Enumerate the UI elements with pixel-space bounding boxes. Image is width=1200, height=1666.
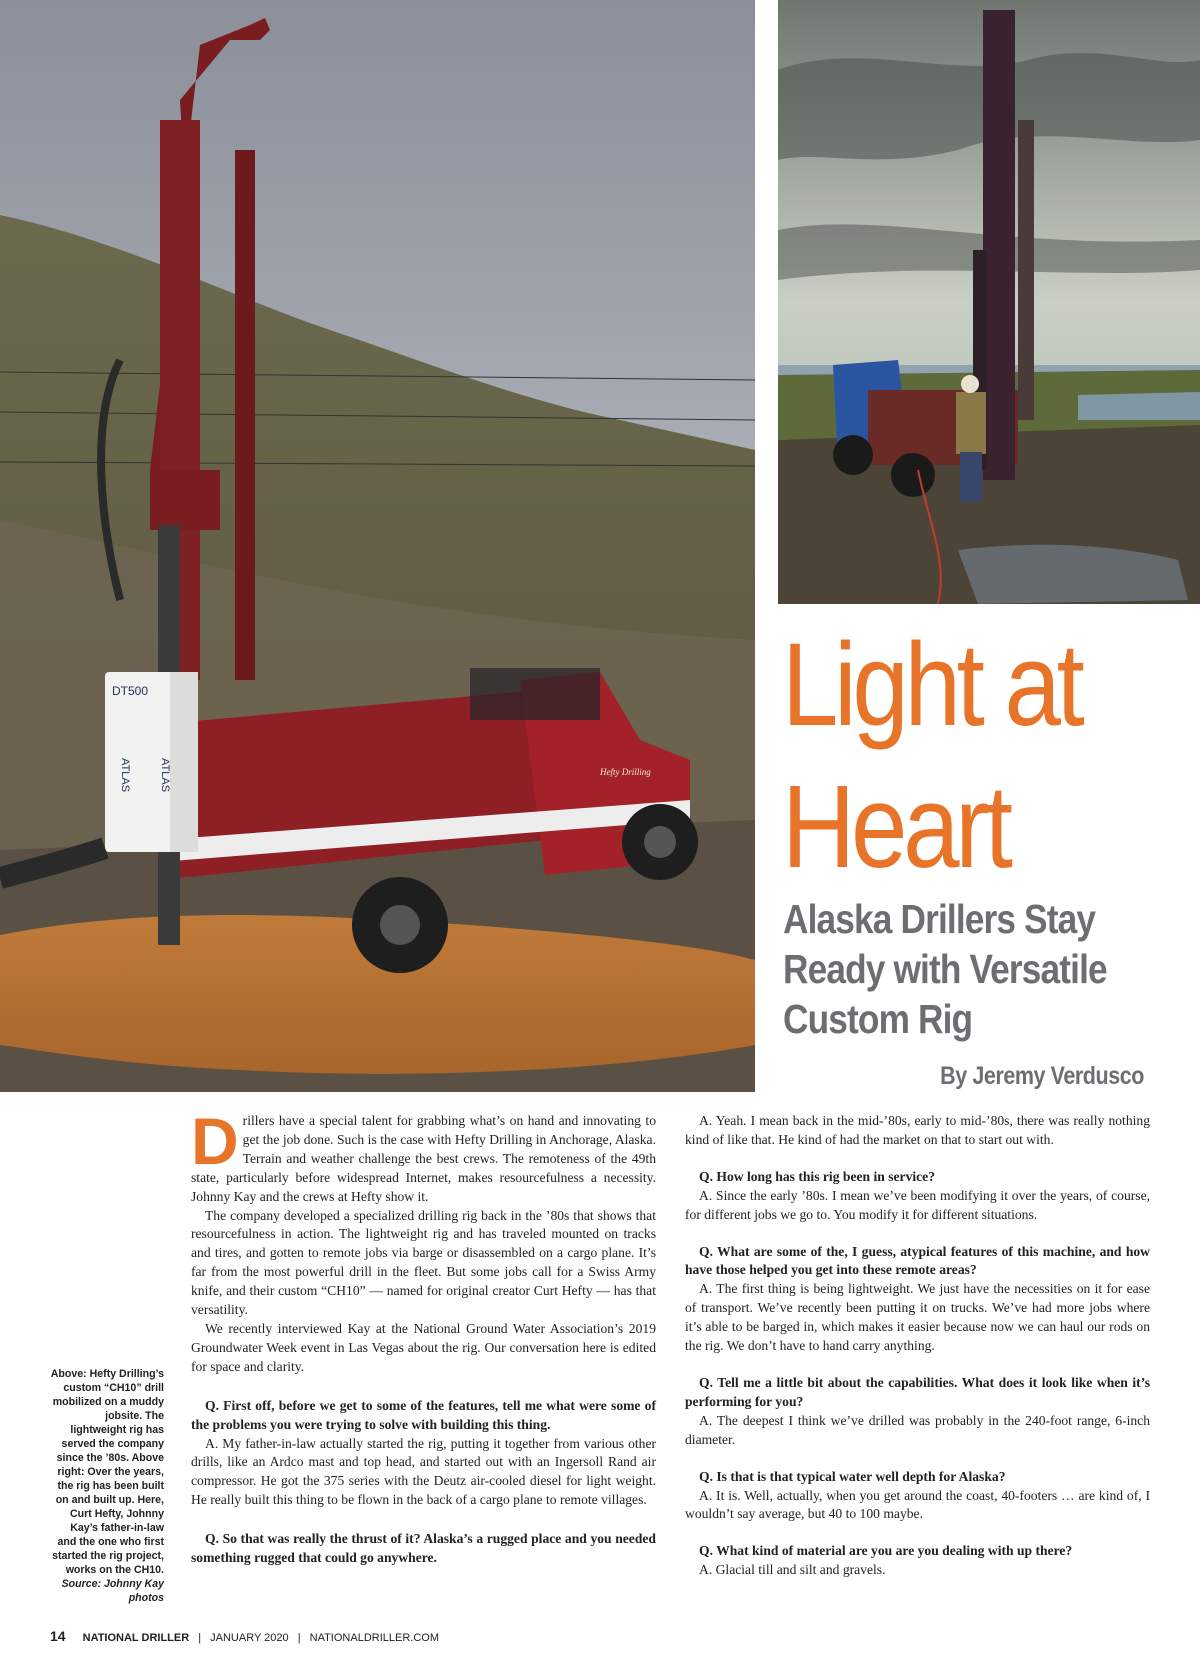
- interview-question: Q. What are some of the, I guess, atypical features of this machine, and how have those helped you get into these remote areas?: [685, 1243, 1150, 1278]
- rig-label-brand-2: ATLAS: [159, 758, 171, 793]
- caption-source: Source: Johnny Kay photos: [61, 1578, 164, 1604]
- footer-separator: |: [198, 1632, 202, 1644]
- article-dek: Alaska Drillers Stay Ready with Versatile Custom Rig: [783, 896, 1107, 1042]
- interview-question: Q. Tell me a little bit about the capabilities. What does it look like when it’s performing for you?: [685, 1374, 1150, 1409]
- footer-separator: |: [297, 1632, 301, 1644]
- body-paragraph: We recently interviewed Kay at the National Ground Water Association’s 2019 Groundwater Week event in Las Vegas about the rig. Our conversation here is edited for space and clarity.: [191, 1320, 656, 1374]
- interview-answer: A. Glacial till and silt and gravels.: [699, 1562, 886, 1578]
- article-column-left: [191, 1104, 656, 1568]
- article-headline: [782, 614, 1126, 898]
- interview-answer: A. My father-in-law actually started the rig, putting it together from various other drills, like an Ardco mast and top head, and started out with an Ingersoll Rand air compressor. He got the 375 series with the Deutz air-cooled diesel for light weight. He really built this thing to be flown in the back of a cargo plane to remote villages.: [191, 1435, 656, 1508]
- issue-date: JANUARY 2020: [210, 1632, 289, 1644]
- drill-rig-truck-image: [0, 0, 755, 1092]
- interview-question: Q. Is that is that typical water well depth for Alaska?: [699, 1468, 1006, 1484]
- interview-question: Q. So that was really the thrust of it? Alaska’s a rugged place and you needed something rugged that could go anywhere.: [191, 1531, 656, 1566]
- page-number: 14: [50, 1628, 66, 1644]
- rig-label-brand: ATLAS: [119, 758, 131, 793]
- rig-label-model: DT500: [112, 684, 149, 698]
- truck-door-logo: Hefty Drilling: [600, 767, 651, 777]
- page-footer: [50, 1628, 439, 1644]
- headline-line-1: Light at: [782, 619, 1081, 751]
- drop-cap: D: [191, 1104, 239, 1178]
- photo-caption: [50, 1367, 164, 1605]
- rig-blue-truck-image: [778, 0, 1200, 604]
- main-photo: [0, 0, 755, 1092]
- right-photo: [778, 0, 1200, 604]
- interview-question: Q. First off, before we get to some of the features, tell me what were some of the problems you were trying to solve with building this thing.: [191, 1397, 656, 1432]
- headline-line-2: Heart: [782, 761, 1009, 893]
- website-link[interactable]: NATIONALDRILLER.COM: [309, 1632, 439, 1644]
- interview-question: Q. How long has this rig been in service?: [699, 1168, 936, 1184]
- interview-answer: A. It is. Well, actually, when you get around the coast, 40-footers … are kind of, I wouldn’t say average, but 40 to 100 maybe.: [685, 1487, 1150, 1522]
- article-byline: By Jeremy Verdusco: [940, 1062, 1144, 1090]
- interview-question: Q. What kind of material are you are you dealing with up there?: [699, 1543, 1073, 1559]
- body-paragraph: The company developed a specialized drilling rig back in the ’80s that shows that resourcefulness in action. The lightweight rig and has traveled mounted on tracks and tires, and gotten to remote jobs via barge or disassembled on a cargo plane. It’s far from the most powerful drill in the fleet. But some jobs call for a Swiss Army knife, and their custom “CH10” — named for original creator Curt Hefty — has that versatility.: [191, 1207, 656, 1318]
- article-column-right: [685, 1112, 1150, 1580]
- lead-paragraph: Drillers have a special talent for grabbing what’s on hand and innovating to get the job done. Such is the case with Hefty Drilling in Anchorage, Alaska. Terrain and weather challenge the best crews. The remoteness of the 49th state, particularly before widespread Internet, makes resourcefulness a necessity. Johnny Kay and the crews at Hefty show it.: [191, 1104, 656, 1204]
- interview-answer: A. Yeah. I mean back in the mid-’80s, early to mid-’80s, there was really nothing kind of like that. He kind of had the market on that to start out with.: [685, 1113, 1150, 1147]
- interview-answer: A. Since the early ’80s. I mean we’ve been modifying it over the years, of course, for different jobs we go to. You modify it for different situations.: [685, 1187, 1150, 1222]
- interview-answer: A. The deepest I think we’ve drilled was probably in the 240-foot range, 6-inch diameter.: [685, 1412, 1150, 1447]
- caption-text: Above: Hefty Drilling’s custom “CH10” drill mobilized on a muddy jobsite. The lightweight rig has served the company since the ’80s. Above right: Over the years, the rig has been built on and built up. Here, Curt Hefty, Johnny Kay’s father-in-law and the one who first started the rig project, works on the CH10.: [50, 1368, 164, 1576]
- magazine-name: NATIONAL DRILLER: [82, 1632, 190, 1644]
- interview-answer: A. The first thing is being lightweight. We just have the necessities on it for ease of transport. We’ve recently been putting it on trucks. We’ve had more jobs where it’s able to be barged in, which makes it easier because now we can haul our rods on the rig. We don’t have to hand carry anything.: [685, 1281, 1150, 1354]
